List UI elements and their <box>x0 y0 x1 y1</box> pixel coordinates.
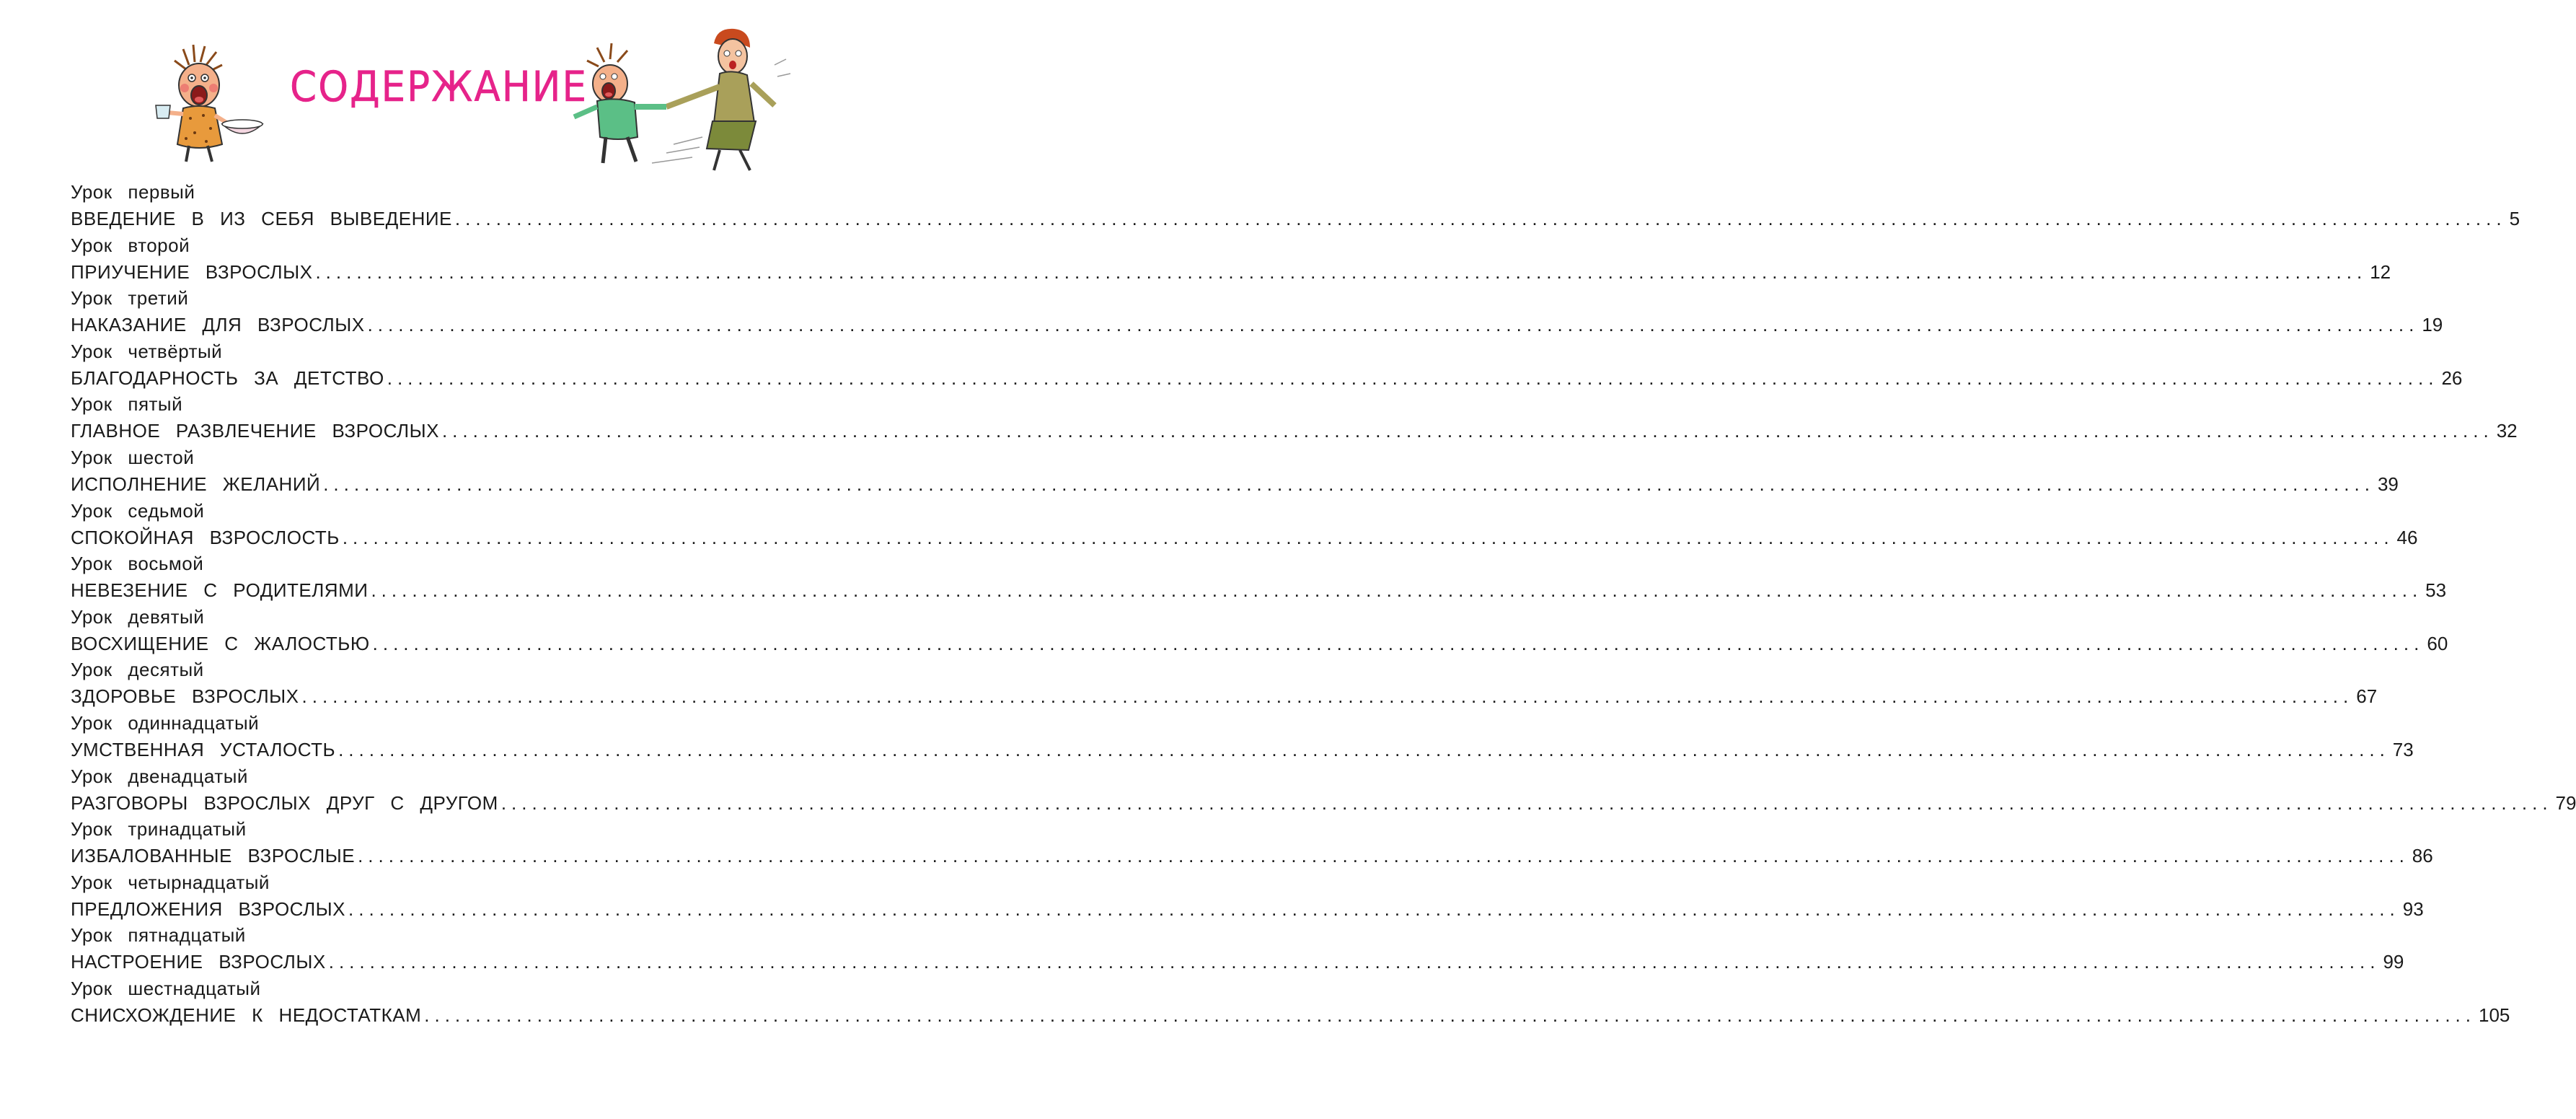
dot-leader: ........................................................................................................................................................................................................ <box>387 367 2439 389</box>
lesson-number: Урок тринадцатый <box>71 818 247 841</box>
chapter-row <box>71 311 2443 338</box>
chapter-row <box>71 789 2576 817</box>
chapter-title: ПРЕДЛОЖЕНИЯ ВЗРОСЛЫХ <box>71 898 346 920</box>
page-number: 86 <box>2412 845 2433 867</box>
toc-entry <box>71 552 2447 605</box>
chapter-row <box>71 205 2520 232</box>
page-number: 26 <box>2441 367 2463 389</box>
toc-entry <box>71 817 2433 871</box>
chapter-row <box>71 630 2448 657</box>
page-number: 32 <box>2496 420 2518 442</box>
lesson-number: Урок пятнадцатый <box>71 924 246 947</box>
chapter-title: УМСТВЕННАЯ УСТАЛОСТЬ <box>71 738 336 760</box>
boy-pulling-woman-illustration <box>565 22 793 180</box>
toc-entry <box>71 605 2448 659</box>
chapter-title: ВВЕДЕНИЕ В ИЗ СЕБЯ ВЫВЕДЕНИЕ <box>71 208 452 229</box>
lesson-number: Урок четвёртый <box>71 340 223 362</box>
page-number: 99 <box>2383 951 2404 973</box>
chapter-row <box>71 417 2518 444</box>
table-of-contents <box>71 180 2576 1030</box>
toc-entry <box>71 765 2576 818</box>
toc-entry <box>71 711 2414 765</box>
lesson-number: Урок шестнадцатый <box>71 977 261 999</box>
chapter-row <box>71 842 2433 869</box>
lesson-number: Урок седьмой <box>71 499 205 522</box>
dot-leader: ........................................................................................................................................................................................................ <box>441 420 2494 442</box>
toc-entry <box>71 392 2518 446</box>
lesson-number: Урок первый <box>71 181 195 203</box>
page-number: 46 <box>2396 526 2418 548</box>
dot-leader: ........................................................................................................................................................................................................ <box>367 314 2420 336</box>
toc-entry <box>71 180 2520 234</box>
chapter-title: ЗДОРОВЬЕ ВЗРОСЛЫХ <box>71 685 299 708</box>
toc-entry <box>71 871 2424 924</box>
dot-leader: ........................................................................................................................................................................................................ <box>500 791 2553 814</box>
screaming-boy-illustration <box>153 43 268 166</box>
lesson-number: Урок четырнадцатый <box>71 871 270 893</box>
chapter-row <box>71 524 2418 551</box>
page-number: 19 <box>2422 314 2443 336</box>
dot-leader: ........................................................................................................................................................................................................ <box>424 1004 2476 1026</box>
dot-leader: ........................................................................................................................................................................................................ <box>338 738 2390 760</box>
dot-leader: ........................................................................................................................................................................................................ <box>371 579 2423 602</box>
chapter-title: ИЗБАЛОВАННЫЕ ВЗРОСЛЫЕ <box>71 845 356 867</box>
chapter-title: ВОСХИЩЕНИЕ С ЖАЛОСТЬЮ <box>71 632 370 654</box>
toc-entry <box>71 340 2463 393</box>
toc-entry <box>71 446 2399 499</box>
page-number: 67 <box>2356 685 2378 708</box>
chapter-title: ГЛАВНОЕ РАЗВЛЕЧЕНИЕ ВЗРОСЛЫХ <box>71 420 439 442</box>
chapter-row <box>71 683 2378 710</box>
page-number: 5 <box>2509 208 2520 229</box>
dot-leader: ........................................................................................................................................................................................................ <box>348 898 2400 920</box>
lesson-number: Урок десятый <box>71 659 204 681</box>
page-number: 60 <box>2427 632 2448 654</box>
lesson-number: Урок пятый <box>71 393 183 416</box>
lesson-number: Урок одиннадцатый <box>71 711 260 734</box>
chapter-title: БЛАГОДАРНОСТЬ ЗА ДЕТСТВО <box>71 367 384 389</box>
chapter-title: РАЗГОВОРЫ ВЗРОСЛЫХ ДРУГ С ДРУГОМ <box>71 791 498 814</box>
toc-entry <box>71 923 2404 977</box>
toc-entry <box>71 977 2510 1030</box>
lesson-number: Урок девятый <box>71 605 205 628</box>
chapter-row <box>71 736 2414 763</box>
dot-leader: ........................................................................................................................................................................................................ <box>342 526 2394 548</box>
lesson-number: Урок третий <box>71 287 189 310</box>
dot-leader: ........................................................................................................................................................................................................ <box>323 473 2375 495</box>
chapter-row <box>71 258 2391 286</box>
chapter-title: ПРИУЧЕНИЕ ВЗРОСЛЫХ <box>71 260 313 283</box>
dot-leader: ........................................................................................................................................................................................................ <box>372 632 2425 654</box>
dot-leader: ........................................................................................................................................................................................................ <box>315 260 2368 283</box>
chapter-title: СНИСХОЖДЕНИЕ К НЕДОСТАТКАМ <box>71 1004 422 1026</box>
chapter-title: НЕВЕЗЕНИЕ С РОДИТЕЛЯМИ <box>71 579 369 602</box>
chapter-row <box>71 364 2463 392</box>
chapter-row <box>71 576 2447 604</box>
page-number: 39 <box>2377 473 2399 495</box>
chapter-title: ИСПОЛНЕНИЕ ЖЕЛАНИЙ <box>71 473 321 495</box>
lesson-number: Урок второй <box>71 234 190 256</box>
chapter-row <box>71 470 2399 498</box>
toc-entry <box>71 658 2378 711</box>
lesson-number: Урок шестой <box>71 446 195 468</box>
toc-entry <box>71 499 2418 553</box>
chapter-title: НАСТРОЕНИЕ ВЗРОСЛЫХ <box>71 951 326 973</box>
page-number: 93 <box>2402 898 2424 920</box>
toc-entry <box>71 286 2443 340</box>
dot-leader: ........................................................................................................................................................................................................ <box>301 685 2354 708</box>
page-number: 79 <box>2555 791 2576 814</box>
lesson-number: Урок двенадцатый <box>71 765 248 787</box>
chapter-row <box>71 948 2404 975</box>
dot-leader: ........................................................................................................................................................................................................ <box>328 951 2381 973</box>
page-number: 105 <box>2479 1004 2510 1026</box>
chapter-row <box>71 895 2424 923</box>
chapter-title: СПОКОЙНАЯ ВЗРОСЛОСТЬ <box>71 526 340 548</box>
page-number: 12 <box>2370 260 2391 283</box>
toc-entry <box>71 234 2391 287</box>
chapter-row <box>71 1001 2510 1029</box>
dot-leader: ........................................................................................................................................................................................................ <box>358 845 2409 867</box>
page-title: СОДЕРЖАНИЕ <box>290 62 588 111</box>
page-number: 53 <box>2425 579 2447 602</box>
lesson-number: Урок восьмой <box>71 553 204 575</box>
dot-leader: ........................................................................................................................................................................................................ <box>454 208 2507 229</box>
chapter-title: НАКАЗАНИЕ ДЛЯ ВЗРОСЛЫХ <box>71 314 365 336</box>
page-number: 73 <box>2392 738 2414 760</box>
